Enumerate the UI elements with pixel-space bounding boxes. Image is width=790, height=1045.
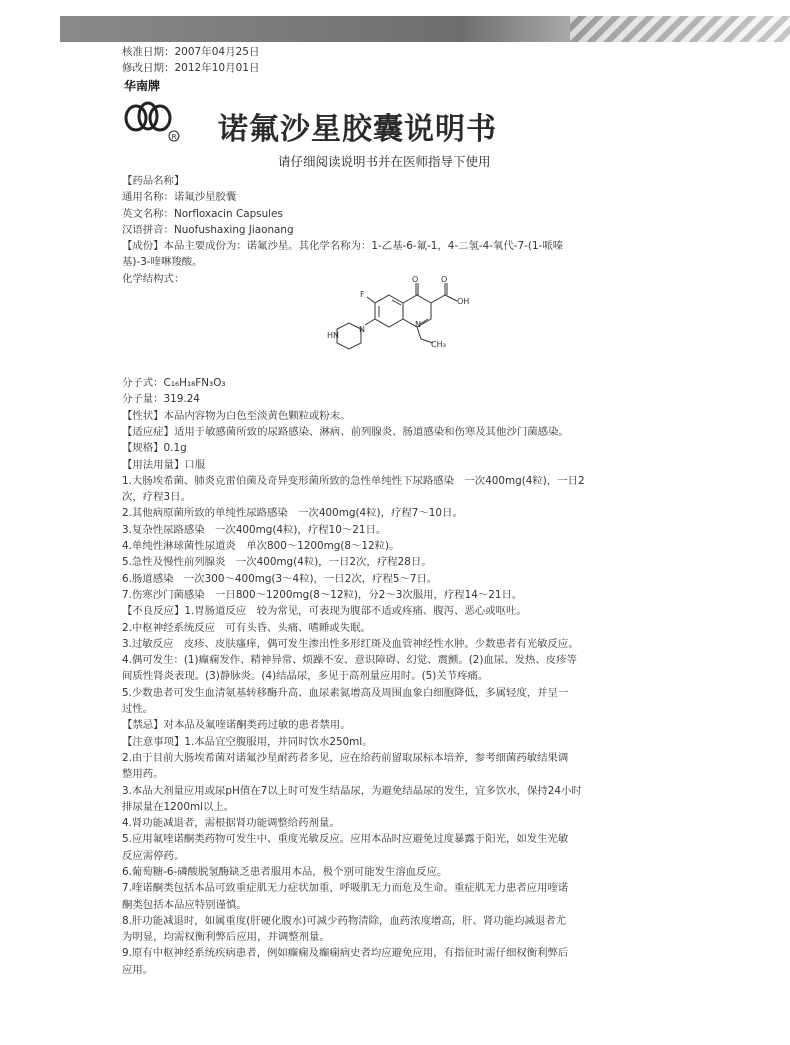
text-line: 4.单纯性淋球菌性尿道炎 单次800～1200mg(8～12粒)。: [122, 540, 400, 553]
structure-label-ch3: CH₃: [431, 340, 446, 350]
text-line: 应用。: [122, 963, 154, 976]
brand-logo-icon: [124, 98, 182, 144]
text-line: 【规格】0.1g: [122, 442, 187, 455]
structure-label-oh: OH: [457, 297, 470, 307]
text-line: 化学结构式：: [122, 272, 185, 285]
text-line: 2.其他病原菌所致的单纯性尿路感染 一次400mg(4粒)，疗程7～10日。: [122, 507, 463, 520]
text-line: 英文名称：Norfloxacin Capsules: [122, 207, 283, 220]
text-line: 2.中枢神经系统反应 可有头昏、头痛、嗜睡或失眠。: [122, 621, 371, 634]
text-line: 5.急性及慢性前列腺炎 一次400mg(4粒)，一日2次，疗程28日。: [122, 556, 432, 569]
document-subtitle: 请仔细阅读说明书并在医师指导下使用: [278, 154, 491, 169]
text-line: 【注意事项】1.本品宜空腹服用，并同时饮水250ml。: [122, 735, 373, 748]
header-bar: [60, 16, 790, 42]
text-line: 间质性肾炎表现。(3)静脉炎。(4)结晶尿，多见于高剂量应用时。(5)关节疼痛。: [122, 670, 489, 683]
text-line: 3.本品大剂量应用或尿pH值在7以上时可发生结晶尿，为避免结晶尿的发生，宜多饮水，保持24小时: [122, 784, 582, 797]
approval-date: 核准日期：2007年04月25日: [122, 46, 260, 58]
text-line: 分子量：319.24: [122, 393, 200, 406]
text-line: 过性。: [122, 703, 154, 716]
text-line: 3.复杂性尿路感染 一次400mg(4粒)，疗程10～21日。: [122, 523, 387, 536]
svg-text:R: R: [171, 133, 177, 141]
structure-label-o: O: [412, 275, 419, 285]
text-line: 【成份】本品主要成份为：诺氟沙星。其化学名称为：1-乙基-6-氟-1，4-二氢-4-氧代-7-(1-哌嗪: [122, 240, 564, 253]
document-body-lines: [122, 375, 688, 978]
text-line: 【用法用量】口服: [122, 458, 206, 471]
structure-label-n2: N: [359, 325, 365, 335]
text-line: 7.喹诺酮类包括本品可致重症肌无力症状加重，呼吸肌无力而危及生命。重症肌无力患者应用喹诺: [122, 882, 569, 895]
document-title: 诺氟沙星胶囊说明书: [218, 112, 497, 147]
text-line: 【性状】本品内容物为白色至淡黄色颗粒或粉末。: [122, 409, 351, 422]
text-line: 排尿量在1200ml以上。: [122, 800, 235, 813]
text-line: 3.过敏反应 皮疹、皮肤瘙痒，偶可发生渗出性多形红斑及血管神经性水肿。少数患者有光敏反应。: [122, 637, 579, 650]
text-line: 7.伤寒沙门菌感染 一日800～1200mg(8～12粒)，分2～3次服用，疗程14～21日。: [122, 588, 523, 601]
text-line: 【禁忌】对本品及氟喹诺酮类药过敏的患者禁用。: [122, 719, 351, 732]
structure-label-n: N: [415, 320, 421, 330]
text-line: 汉语拼音：Nuofushaxing Jiaonang: [122, 223, 294, 236]
text-line: 整用药。: [122, 768, 164, 781]
text-line: 反应需停药。: [122, 849, 185, 862]
text-line: 通用名称：诺氟沙星胶囊: [122, 191, 237, 204]
text-line: 4.偶可发生：(1)癫痫发作、精神异常、烦躁不安、意识障碍、幻觉、震颤。(2)血尿、发热、皮疹等: [122, 654, 577, 667]
text-line: 4.肾功能减退者，需根据肾功能调整给药剂量。: [122, 817, 340, 830]
text-line: 8.肝功能减退时，如属重度(肝硬化腹水)可减少药物清除，血药浓度增高，肝、肾功能均减退者尤: [122, 914, 567, 927]
structure-label-hn: HN: [327, 331, 339, 341]
text-line: 【药品名称】: [122, 175, 185, 187]
text-line: 9.原有中枢神经系统疾病患者，例如癫痫及癫痫病史者均应避免应用，有指征时需仔细权衡利弊后: [122, 947, 569, 960]
text-line: 次，疗程3日。: [122, 491, 191, 504]
document-body: [122, 173, 688, 978]
text-line: 分子式：C₁₆H₁₈FN₃O₃: [122, 377, 226, 390]
structure-label-o-acid: O: [441, 275, 448, 285]
text-line: 5.少数患者可发生血清氨基转移酶升高、血尿素氮增高及周围血象白细胞降低，多属轻度，并呈一: [122, 686, 569, 699]
text-line: 基)-3-喹啉羧酸。: [122, 256, 203, 269]
text-line: 6.葡萄糖-6-磷酸脱氢酶缺乏患者服用本品，极个别可能发生溶血反应。: [122, 865, 448, 878]
chemical-structure-diagram: [327, 273, 487, 369]
header-stripes: [570, 16, 790, 42]
text-line: 【不良反应】1.胃肠道反应 较为常见，可表现为腹部不适或疼痛、腹泻、恶心或呕吐。: [122, 605, 527, 618]
text-line: 6.肠道感染 一次300～400mg(3～4粒)，一日2次，疗程5～7日。: [122, 572, 438, 585]
text-line: 为明显，均需权衡利弊后应用，并调整剂量。: [122, 931, 330, 944]
revision-date: 修改日期：2012年10月01日: [122, 62, 260, 74]
text-line: 【适应症】适用于敏感菌所致的尿路感染、淋病、前列腺炎、肠道感染和伤寒及其他沙门菌感染。: [122, 425, 569, 438]
text-line: 2.由于目前大肠埃希菌对诺氟沙星耐药者多见，应在给药前留取尿标本培养，参考细菌药敏结果调: [122, 751, 569, 764]
structure-label-f: F: [360, 290, 365, 300]
text-line: 5.应用氟喹诺酮类药物可发生中、重度光敏反应。应用本品时应避免过度暴露于阳光，如发生光敏: [122, 833, 569, 846]
brand-name: 华南牌: [124, 79, 161, 93]
text-line: 酮类包括本品应特别谨慎。: [122, 898, 247, 911]
text-line: 1.大肠埃希菌、肺炎克雷伯菌及奇异变形菌所致的急性单纯性下尿路感染 一次400mg(4粒)，一日2: [122, 474, 585, 487]
